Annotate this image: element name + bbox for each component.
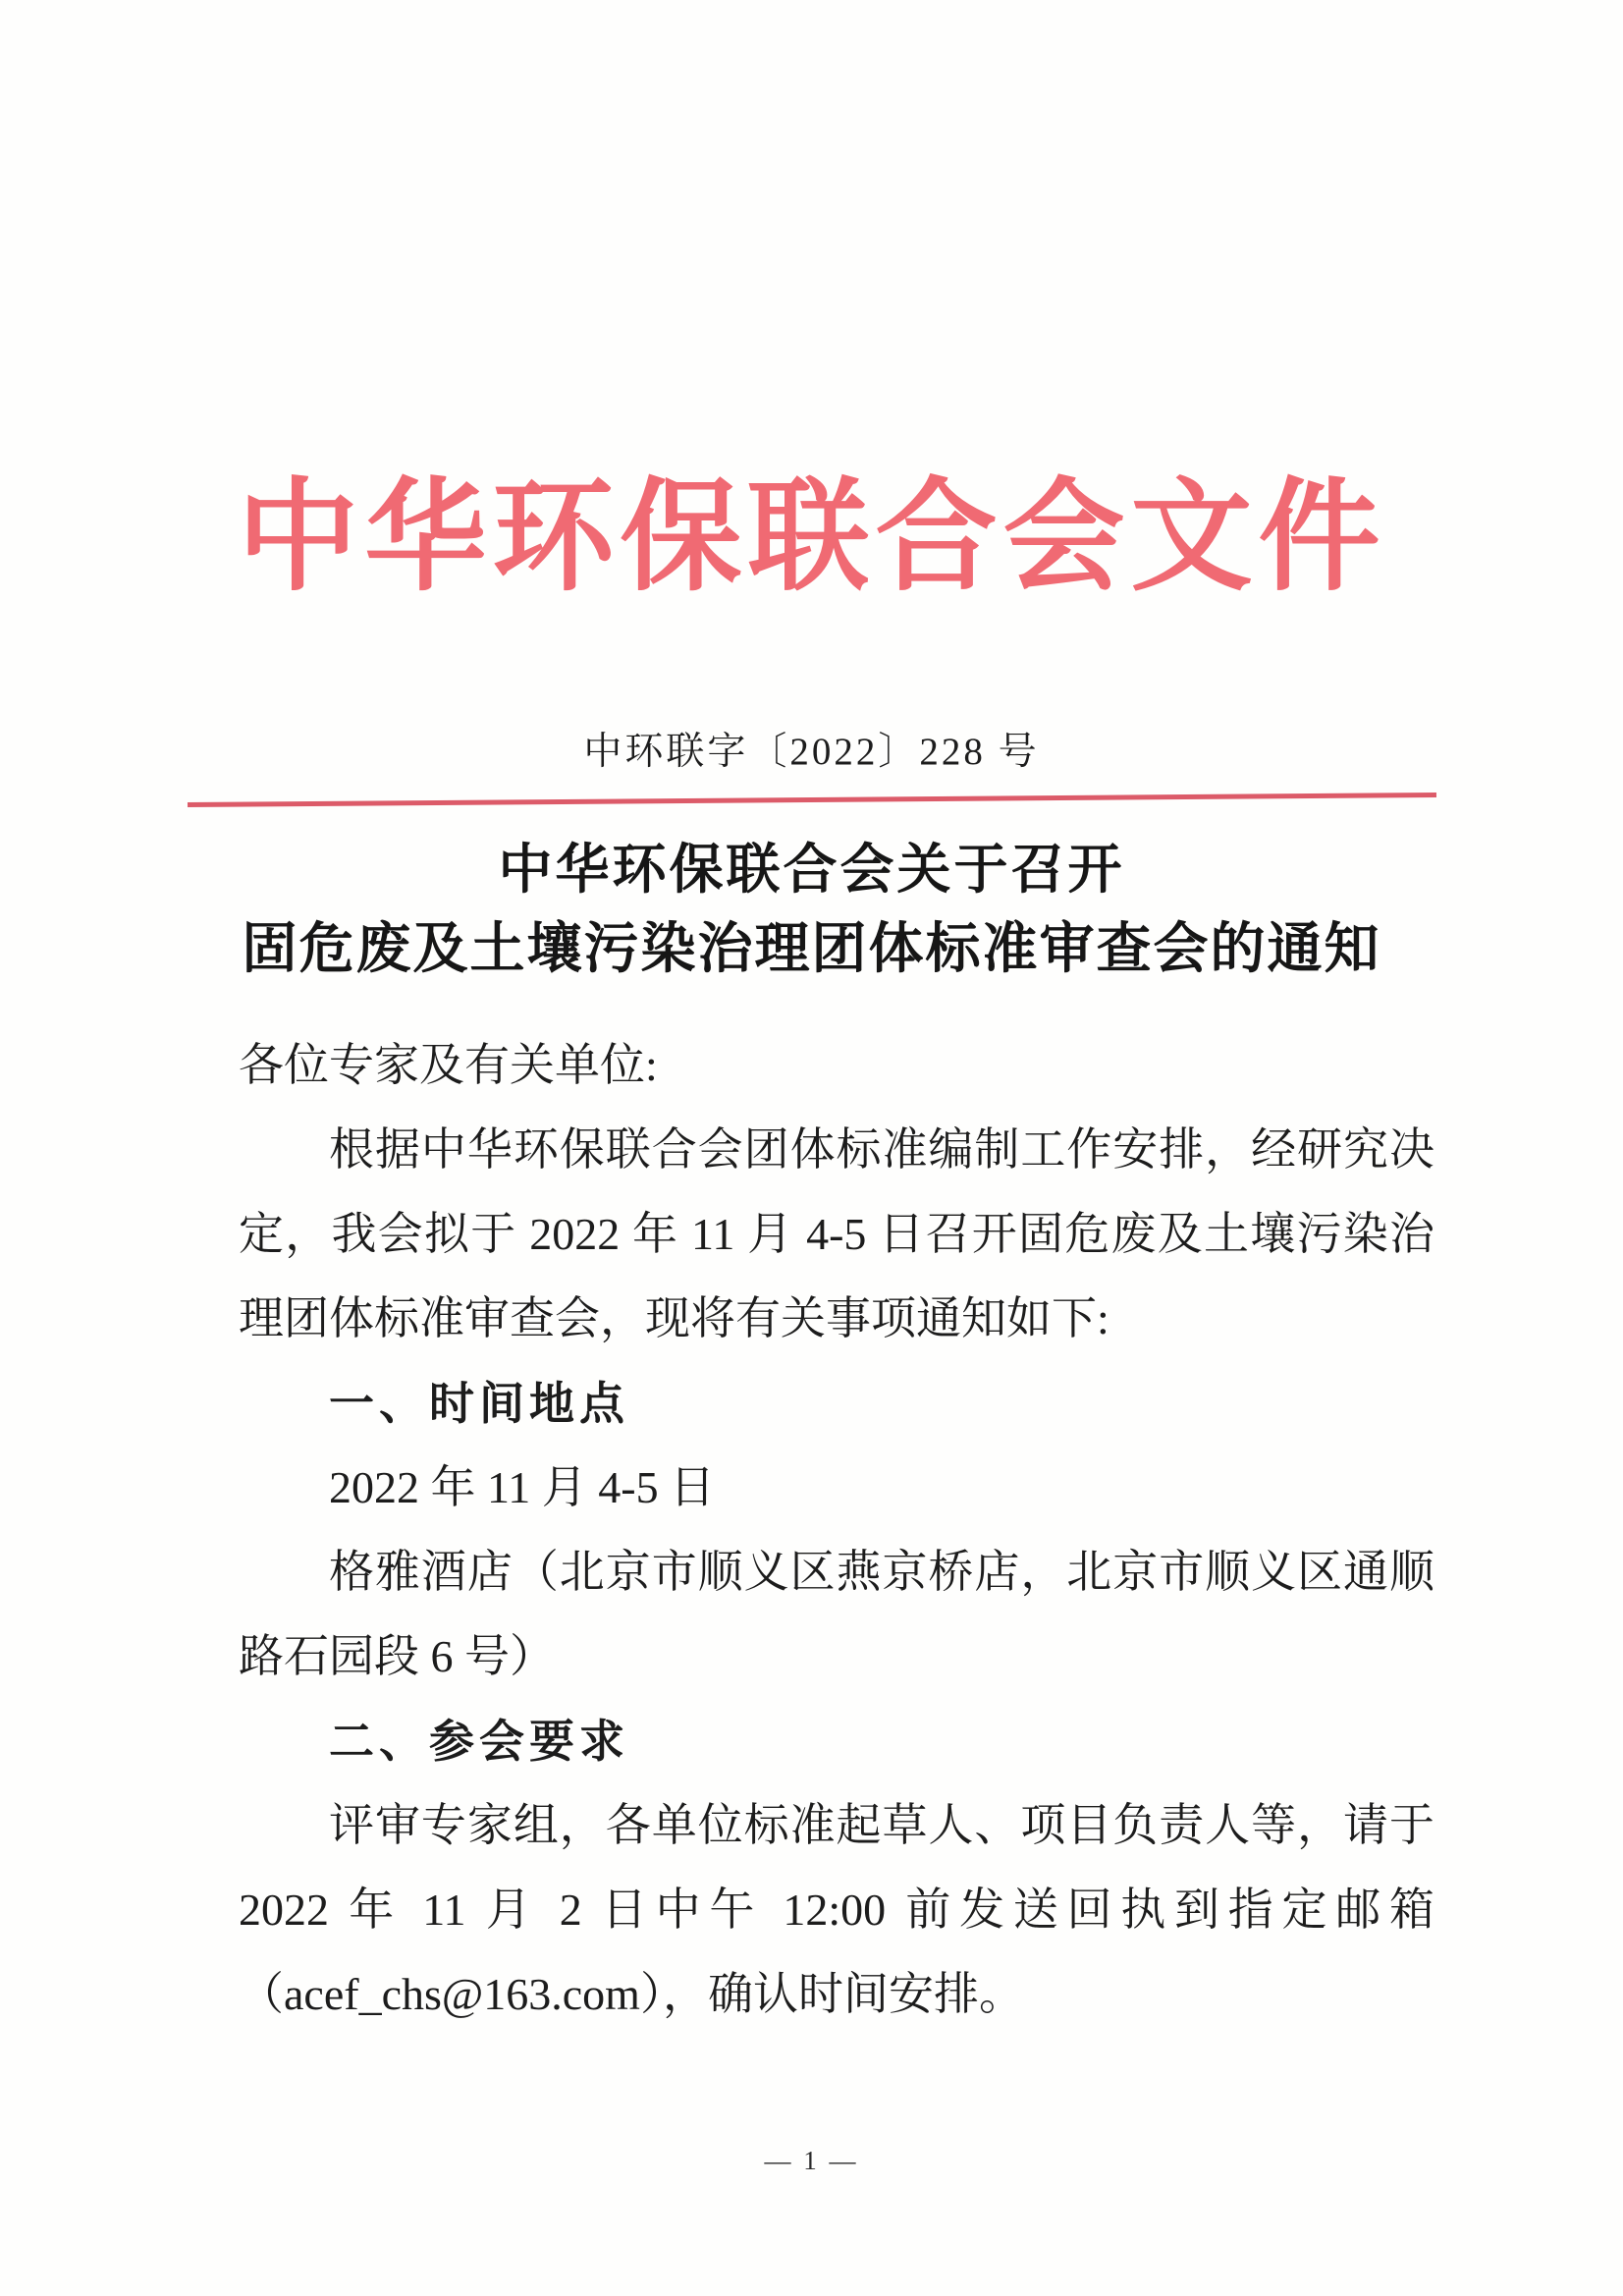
salutation: 各位专家及有关单位: [239, 1040, 658, 1090]
section-heading-attendance: 二、参会要求 [329, 1716, 629, 1767]
meeting-date-line: 2022 年 11 月 4-5 日 [329, 1462, 716, 1512]
meeting-venue-line: 格雅酒店（北京市顺义区燕京桥店，北京市顺义区通顺 [329, 1547, 1434, 1597]
body-line: 2022 年 11 月 2 日中午 12:00 前发送回执到指定邮箱 [239, 1885, 1434, 1935]
notice-title-line1: 中华环保联合会关于召开 [498, 840, 1125, 900]
notice-title-line2: 固危废及土壤污染治理团体标准审查会的通知 [242, 919, 1381, 980]
body-line: 理团体标准审查会，现将有关事项通知如下: [239, 1293, 1109, 1343]
org-masthead-title: 中华环保联合会文件 [237, 470, 1386, 605]
section-heading-time-place: 一、时间地点 [329, 1378, 629, 1429]
contact-email-line: （acef_chs@163.com），确认时间安排。 [239, 1969, 1024, 2019]
document-number: 中环联字〔2022〕228 号 [583, 731, 1040, 773]
notice-title [0, 831, 1623, 990]
red-divider-line [187, 793, 1435, 807]
page-number: — 1 — [764, 2146, 859, 2175]
meeting-venue-line: 路石园段 6 号） [239, 1631, 555, 1681]
body-line: 根据中华环保联合会团体标准编制工作安排，经研究决 [329, 1124, 1434, 1175]
body-line: 评审专家组，各单位标准起草人、项目负责人等，请于 [329, 1800, 1434, 1850]
body-line: 定，我会拟于 2022 年 11 月 4-5 日召开固危废及土壤污染治 [239, 1209, 1434, 1259]
document-body [239, 1023, 1434, 2037]
